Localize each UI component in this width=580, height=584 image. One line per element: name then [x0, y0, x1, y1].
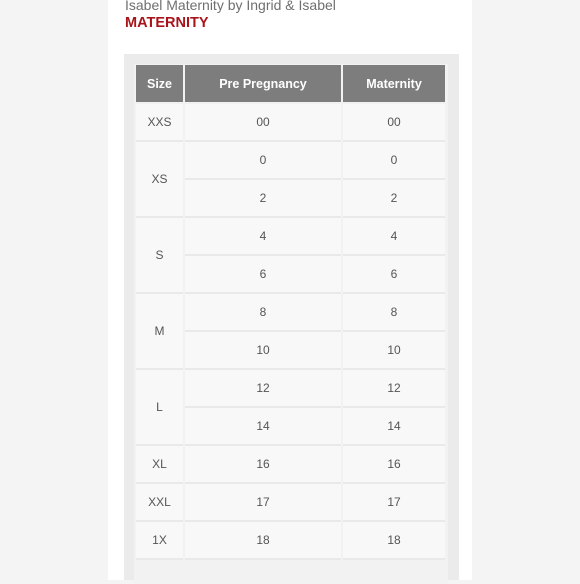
size-cell: XXL: [136, 484, 183, 522]
table-row: [136, 104, 445, 142]
maternity-cell: 00: [343, 104, 445, 142]
size-cell: M: [136, 294, 183, 370]
table-row: [136, 522, 445, 560]
column-header-maternity: Maternity: [343, 65, 445, 104]
size-chart-table: [134, 65, 447, 560]
pre-pregnancy-cell: 10: [185, 332, 341, 370]
brand-line: Isabel Maternity by Ingrid & Isabel: [125, 0, 336, 13]
pre-pregnancy-cell: 2: [185, 180, 341, 218]
maternity-cell: 18: [343, 522, 445, 560]
size-cell: XS: [136, 142, 183, 218]
pre-pregnancy-cell: 8: [185, 294, 341, 332]
pre-pregnancy-cell: 17: [185, 484, 341, 522]
pre-pregnancy-cell: 00: [185, 104, 341, 142]
table-row: [136, 484, 445, 522]
column-header-pre-pregnancy: Pre Pregnancy: [185, 65, 341, 104]
maternity-cell: 14: [343, 408, 445, 446]
size-cell: XXS: [136, 104, 183, 142]
pre-pregnancy-cell: 12: [185, 370, 341, 408]
column-header-size: Size: [136, 65, 183, 104]
maternity-cell: 8: [343, 294, 445, 332]
maternity-cell: 17: [343, 484, 445, 522]
table-header-row: [136, 65, 445, 104]
table-row: [136, 142, 445, 180]
size-cell: XL: [136, 446, 183, 484]
pre-pregnancy-cell: 16: [185, 446, 341, 484]
maternity-cell: 10: [343, 332, 445, 370]
size-cell: S: [136, 218, 183, 294]
maternity-cell: 12: [343, 370, 445, 408]
pre-pregnancy-cell: 0: [185, 142, 341, 180]
size-cell: 1X: [136, 522, 183, 560]
table-row: [136, 370, 445, 408]
pre-pregnancy-cell: 4: [185, 218, 341, 256]
table-row: [136, 294, 445, 332]
size-chart-body: [136, 104, 445, 560]
maternity-cell: 6: [343, 256, 445, 294]
table-row: [136, 218, 445, 256]
maternity-cell: 4: [343, 218, 445, 256]
table-row: [136, 446, 445, 484]
maternity-cell: 2: [343, 180, 445, 218]
category-title: MATERNITY: [125, 15, 209, 31]
maternity-cell: 16: [343, 446, 445, 484]
maternity-cell: 0: [343, 142, 445, 180]
pre-pregnancy-cell: 18: [185, 522, 341, 560]
pre-pregnancy-cell: 6: [185, 256, 341, 294]
pre-pregnancy-cell: 14: [185, 408, 341, 446]
size-cell: L: [136, 370, 183, 446]
